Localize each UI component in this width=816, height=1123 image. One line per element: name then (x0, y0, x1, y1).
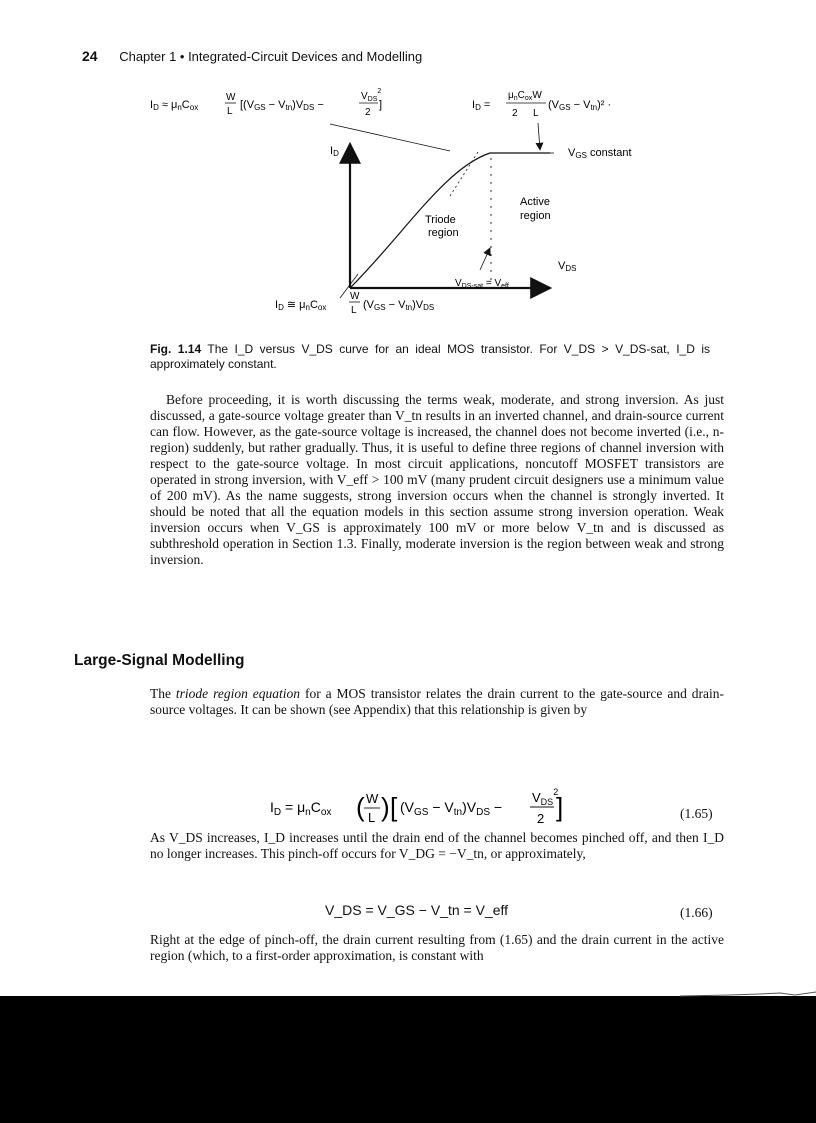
svg-text:L: L (227, 106, 233, 117)
svg-text:W: W (226, 92, 236, 103)
caption-label: Fig. 1.14 (150, 342, 202, 356)
svg-text:ID =: ID = (472, 99, 491, 112)
svg-text:]: ] (379, 99, 383, 111)
running-title: Chapter 1 • Integrated-Circuit Devices and Modelling (119, 49, 423, 64)
paragraph-pinch-off: As V_DS increases, I_D increases until the drain end of the channel becomes pinched off, and then I_D no longer increases. This pinch-off occurs for V_DG = −V_tn, or approximately, (150, 830, 724, 861)
svg-text:W: W (366, 791, 379, 806)
paragraph-edge-of-pinch-off: Right at the edge of pinch-off, the drain current resulting from (1.65) and the drain current in the active region (which, to a first-order approximation, is constant with (150, 932, 724, 963)
equation-number-1-66: (1.66) (680, 905, 713, 920)
svg-text:μnCoxW: $\mu_nC_{ox}W$ (508, 90, 542, 102)
paragraph-triode-intro: The triode region equation for a MOS transistor relates the drain current to the gate-source and drain-source voltages. It can be shown (see Appendix) that this relationship is given by (150, 686, 724, 717)
caption-text: The I_D versus V_DS curve for an ideal MOS transistor. For V_DS > V_DS-sat, I_D is approximately constant. (150, 342, 710, 371)
svg-text:VDS2: $V_{DS}^2$ (532, 787, 559, 807)
svg-text:W: W (350, 291, 360, 302)
linear-approx-dashed (450, 152, 478, 196)
scan-black-band (0, 996, 816, 1123)
svg-text:[(VGS − Vtn)VDS −: [(VGS − Vtn)VDS − (240, 99, 324, 112)
equation-1-65 (270, 776, 570, 836)
svg-text:ID ≅ μnCox: ID ≅ μnCox (275, 299, 327, 312)
svg-text:L: L (368, 810, 376, 825)
svg-text:L: L (351, 305, 357, 316)
svg-text:2: 2 (365, 107, 371, 118)
equation-number-1-65: (1.65) (680, 806, 713, 821)
section-heading: Large-Signal Modelling (74, 652, 245, 669)
y-axis-label: ID (330, 145, 339, 158)
running-header (82, 48, 422, 64)
svg-text:): ) (381, 792, 390, 822)
term-triode-region-equation: triode region equation (175, 686, 301, 701)
svg-text:2: 2 (537, 811, 545, 826)
eq-linear-bottom (275, 291, 434, 316)
figure-id-vds-curve (150, 78, 710, 328)
svg-text:ID ≈ μnCox: ID ≈ μnCox (150, 99, 199, 112)
svg-text:(VGS − Vtn)VDS −: $(V_{GS} - V_{tn})V_{DS}$ − (400, 799, 503, 818)
svg-text:[: [ (390, 792, 398, 822)
svg-text:2: 2 (512, 108, 518, 119)
triode-region-label: Triode region (425, 214, 459, 239)
eq-active-top (472, 90, 611, 119)
scan-artifact (670, 990, 816, 998)
equation-1-66: V_DS = V_GS − V_tn = V_eff (325, 902, 509, 918)
svg-text:(VGS − Vtn)² ·: (VGS − Vtn)² · (548, 99, 612, 112)
figure-caption (150, 342, 710, 372)
paragraph-inversion: Before proceeding, it is worth discussing the terms weak, moderate, and strong inversion. As just discussed, a gate-source voltage greater than V_tn results in an inverted channel, and drain-source current can flow. However, as the gate-source voltage is increased, the channel does not become inverted (i.e., n-region) suddenly, but rather gradually. Thus, it is useful to define three regions of channel inversion with respect to the gate-source voltage. In most circuit applications, noncutoff MOSFET transistors are operated in strong inversion, with V_eff > 100 mV (many prudent circuit designers use a minimum value of 200 mV). As the name suggests, strong inversion occurs when the channel is strongly inverted. It should be noted that all the equation models in this section assume strong inversion operation. Weak inversion occurs when V_GS is approximately 100 mV or more below V_tn and is discussed as subthreshold operation in Section 1.3. Finally, moderate inversion is the region between weak and strong inversion. (150, 392, 724, 567)
svg-text:(: ( (356, 792, 365, 822)
page-number: 24 (82, 48, 98, 64)
x-axis-label: VDS (558, 260, 577, 273)
svg-text:(VGS − Vtn)VDS: (VGS − Vtn)VDS (363, 299, 435, 312)
svg-text:]: ] (556, 792, 564, 822)
svg-text:VDS2: $V_{DS}^2$ (361, 88, 382, 103)
vgs-constant-label: VGS constant (568, 147, 632, 160)
vds-sat-label: $V_{DS-sat} = V_{eff}$ (455, 278, 509, 290)
active-region-label: Active region (520, 196, 551, 222)
svg-text:L: L (533, 108, 539, 119)
svg-text:ID = μnCox: $I_D = \mu_nC_{ox}$ (270, 799, 332, 818)
eq-triode-top (150, 88, 382, 118)
